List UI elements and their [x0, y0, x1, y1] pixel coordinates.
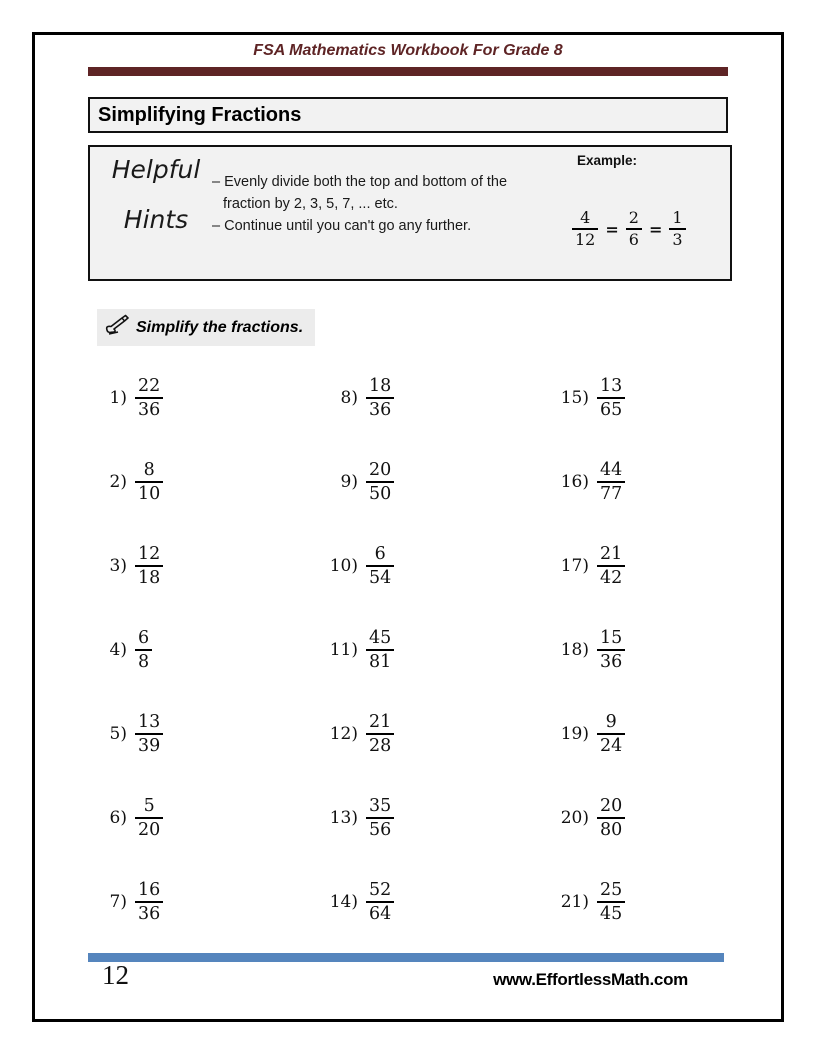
fraction-numerator: 8 — [143, 459, 155, 480]
fraction-bar — [366, 733, 394, 735]
fraction-denominator: 42 — [600, 568, 623, 588]
problem-number: 6) — [109, 808, 127, 828]
fraction-bar — [366, 649, 394, 651]
problems-grid — [95, 356, 788, 944]
problem-number: 15) — [560, 388, 589, 408]
fraction-numerator: 12 — [138, 543, 161, 564]
fraction-denominator: 81 — [369, 652, 392, 672]
fraction-bar — [366, 901, 394, 903]
fraction — [135, 460, 163, 504]
fraction-denominator: 36 — [600, 652, 623, 672]
fraction-denominator: 10 — [138, 484, 161, 504]
problem-item — [326, 608, 557, 692]
fraction-numerator: 20 — [600, 795, 623, 816]
hint-line-3: – Continue until you can't go any further. — [212, 218, 472, 234]
fraction-bar — [597, 817, 625, 819]
problem-number: 5) — [109, 724, 127, 744]
fraction — [597, 880, 625, 924]
fraction-bar — [597, 397, 625, 399]
fraction-numerator: 13 — [138, 711, 161, 732]
fraction-denominator: 18 — [138, 568, 161, 588]
fraction-bar — [135, 397, 163, 399]
exercise-instruction — [97, 309, 315, 346]
fraction-bar — [135, 649, 152, 651]
problem-number: 14) — [329, 892, 358, 912]
fraction — [366, 796, 394, 840]
fraction — [597, 712, 625, 756]
problem-item — [557, 776, 788, 860]
fraction-numerator: 5 — [143, 795, 155, 816]
problem-number: 16) — [560, 472, 589, 492]
problem-item — [326, 776, 557, 860]
problem-item — [95, 440, 326, 524]
problem-item — [326, 440, 557, 524]
footer-website: www.EffortlessMath.com — [493, 970, 688, 989]
fraction — [572, 209, 598, 250]
fraction-denominator: 24 — [600, 736, 623, 756]
fraction-denominator: 77 — [600, 484, 623, 504]
fraction — [597, 544, 625, 588]
fraction-denominator: 45 — [600, 904, 623, 924]
fraction-bar — [366, 481, 394, 483]
fraction-denominator: 39 — [138, 736, 161, 756]
fraction-numerator: 6 — [138, 627, 150, 648]
fraction — [135, 880, 163, 924]
page-header-title: FSA Mathematics Workbook For Grade 8 — [253, 42, 563, 59]
fraction-numerator: 1 — [672, 208, 683, 227]
fraction-bar — [366, 397, 394, 399]
fraction-denominator: 65 — [600, 400, 623, 420]
fraction-bar — [597, 901, 625, 903]
problem-item — [557, 524, 788, 608]
problem-number: 11) — [329, 640, 358, 660]
fraction-bar — [135, 481, 163, 483]
fraction-bar — [597, 733, 625, 735]
problem-number: 20) — [560, 808, 589, 828]
problem-item — [95, 860, 326, 944]
fraction — [366, 712, 394, 756]
fraction-denominator: 36 — [138, 904, 161, 924]
problem-item — [95, 692, 326, 776]
fraction-bar — [135, 817, 163, 819]
equals-sign: = — [605, 219, 619, 239]
problem-item — [95, 776, 326, 860]
fraction — [135, 544, 163, 588]
problem-item — [557, 356, 788, 440]
fraction-numerator: 52 — [369, 879, 392, 900]
fraction-numerator: 2 — [628, 208, 639, 227]
footer-divider-bar — [88, 953, 724, 962]
fraction-numerator: 13 — [600, 375, 623, 396]
fraction-bar — [135, 901, 163, 903]
fraction — [669, 209, 685, 250]
helpful-hints-box — [88, 145, 732, 281]
fraction-numerator: 21 — [600, 543, 623, 564]
problem-item — [326, 356, 557, 440]
fraction-denominator: 36 — [369, 400, 392, 420]
fraction — [597, 460, 625, 504]
fraction — [135, 376, 163, 420]
hints-label-line1: Helpful — [111, 155, 201, 184]
problem-number: 10) — [329, 556, 358, 576]
fraction — [135, 796, 163, 840]
fraction-numerator: 22 — [138, 375, 161, 396]
problem-number: 19) — [560, 724, 589, 744]
hint-text — [212, 171, 572, 237]
fraction-bar — [135, 565, 163, 567]
fraction — [626, 209, 642, 250]
problem-item — [557, 440, 788, 524]
fraction-numerator: 45 — [369, 627, 392, 648]
fraction — [366, 460, 394, 504]
problem-number: 18) — [560, 640, 589, 660]
hint-line-1: – Evenly divide both the top and bottom of the — [212, 174, 508, 190]
problem-number: 21) — [560, 892, 589, 912]
fraction — [366, 880, 394, 924]
fraction — [366, 628, 394, 672]
section-title-box — [88, 97, 728, 133]
fraction — [366, 376, 394, 420]
problem-item — [557, 860, 788, 944]
page-number: 12 — [102, 960, 129, 990]
section-title: Simplifying Fractions — [98, 103, 302, 126]
problem-item — [95, 524, 326, 608]
fraction-numerator: 15 — [600, 627, 623, 648]
fraction-denominator: 54 — [369, 568, 392, 588]
fraction-bar — [597, 481, 625, 483]
problem-number: 9) — [340, 472, 358, 492]
fraction-denominator: 12 — [575, 230, 596, 250]
header-divider-bar — [88, 67, 728, 76]
problem-number: 7) — [109, 892, 127, 912]
problem-number: 17) — [560, 556, 589, 576]
problem-item — [326, 860, 557, 944]
fraction — [597, 796, 625, 840]
fraction-denominator: 80 — [600, 820, 623, 840]
problem-number: 8) — [340, 388, 358, 408]
problem-item — [326, 692, 557, 776]
fraction — [135, 628, 152, 672]
problem-number: 12) — [329, 724, 358, 744]
problem-item — [557, 692, 788, 776]
fraction-denominator: 8 — [138, 652, 150, 672]
problem-number: 1) — [109, 388, 127, 408]
fraction-numerator: 9 — [605, 711, 617, 732]
equals-sign: = — [648, 219, 663, 239]
fraction-bar — [597, 649, 625, 651]
example-fractions — [572, 209, 686, 250]
hints-label-line2: Hints — [123, 205, 189, 234]
fraction-numerator: 4 — [580, 208, 591, 227]
problem-number: 13) — [329, 808, 358, 828]
fraction-numerator: 35 — [369, 795, 392, 816]
problem-number: 3) — [109, 556, 127, 576]
fraction — [366, 544, 394, 588]
problem-item — [95, 356, 326, 440]
hint-line-2: fraction by 2, 3, 5, 7, ... etc. — [223, 196, 398, 212]
fraction-numerator: 16 — [138, 879, 161, 900]
problem-item — [326, 524, 557, 608]
example-label: Example: — [577, 153, 638, 168]
fraction-denominator: 6 — [628, 230, 639, 250]
fraction-denominator: 56 — [369, 820, 392, 840]
problem-item — [557, 608, 788, 692]
fraction-bar — [135, 733, 163, 735]
problem-number: 2) — [109, 472, 127, 492]
problem-item — [95, 608, 326, 692]
fraction-bar — [366, 565, 394, 567]
fraction-numerator: 25 — [600, 879, 623, 900]
fraction-bar — [597, 565, 625, 567]
fraction-numerator: 18 — [369, 375, 392, 396]
exercise-instruction-text: Simplify the fractions. — [136, 318, 304, 336]
fraction-numerator: 21 — [369, 711, 392, 732]
writing-hand-icon — [103, 313, 133, 342]
fraction — [597, 376, 625, 420]
fraction-denominator: 28 — [369, 736, 392, 756]
fraction-denominator: 3 — [672, 230, 683, 250]
fraction-numerator: 20 — [369, 459, 392, 480]
problem-number: 4) — [109, 640, 127, 660]
fraction-denominator: 36 — [138, 400, 161, 420]
fraction-denominator: 20 — [138, 820, 161, 840]
fraction-numerator: 44 — [600, 459, 623, 480]
fraction — [597, 628, 625, 672]
fraction-bar — [366, 817, 394, 819]
fraction-numerator: 6 — [374, 543, 386, 564]
fraction-denominator: 50 — [369, 484, 392, 504]
fraction — [135, 712, 163, 756]
fraction-denominator: 64 — [369, 904, 392, 924]
